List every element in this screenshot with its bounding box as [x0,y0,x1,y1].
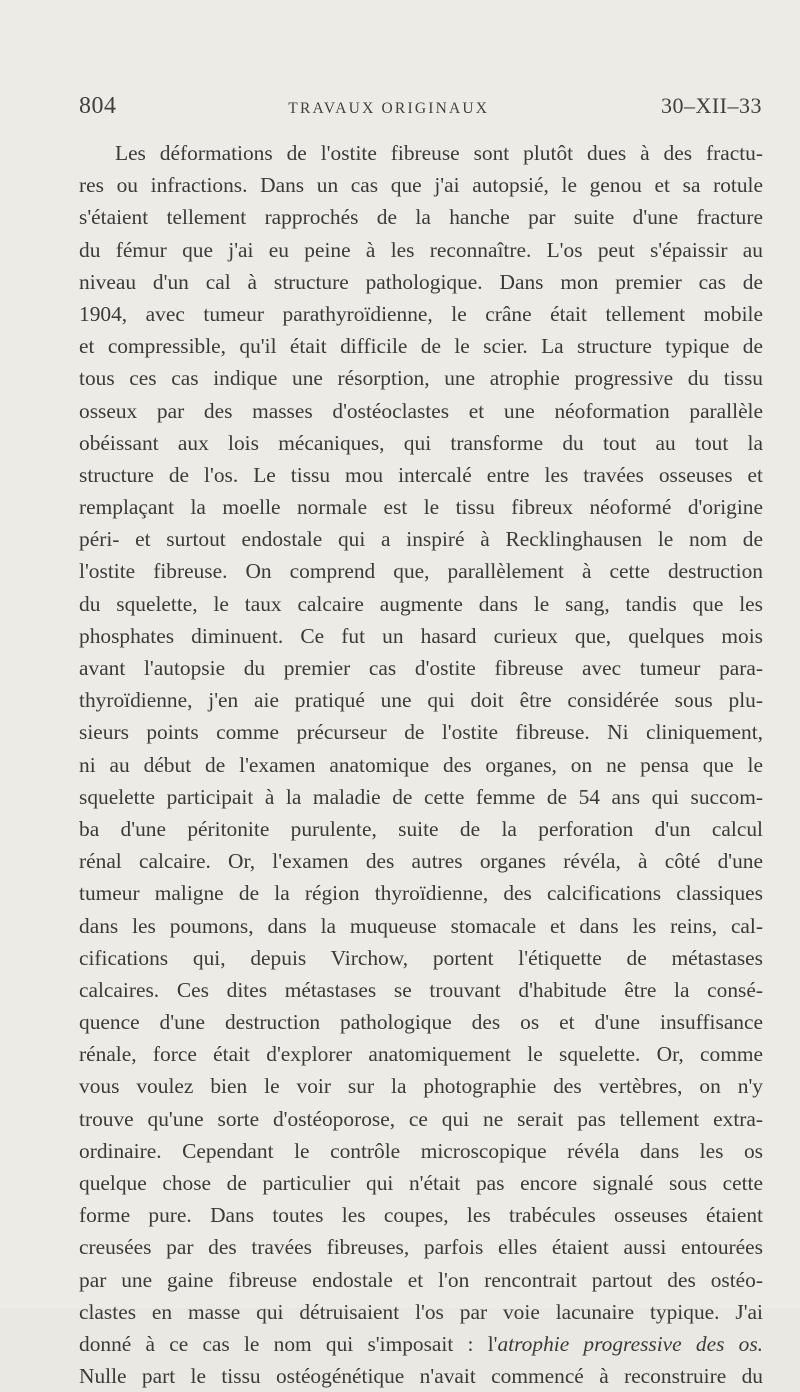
text-line: par une gaine fibreuse endostale et l'on rencontrait partout des ostéo- [79,1267,763,1292]
page-number: 804 [79,93,117,119]
text-line: res ou infractions. Dans un cas que j'ai autopsié, le genou et sa rotule [79,173,763,198]
text-line: sieurs points comme précurseur de l'ostite fibreuse. Ni cliniquement, [79,720,763,745]
text-line: quence d'une destruction pathologique des os et d'une insuffisance [79,1010,763,1035]
text-line: forme pure. Dans toutes les coupes, les trabécules osseuses étaient [79,1203,763,1228]
text-line-with-italic [79,1328,763,1360]
text-line: rénale, force était d'explorer anatomiquement le squelette. Or, comme [79,1042,763,1067]
text-line: ba d'une péritonite purulente, suite de la perforation d'un calcul [79,816,763,841]
text-line: calcaires. Ces dites métastases se trouvant d'habitude être la consé- [79,977,763,1002]
text-line: et compressible, qu'il était difficile de le scier. La structure typique de [79,334,763,359]
text-line: Les déformations de l'ostite fibreuse sont plutôt dues à des fractu- [115,141,763,165]
text-line: squelette participait à la maladie de cette femme de 54 ans qui succom- [79,784,763,809]
text-line: niveau d'un cal à structure pathologique. Dans mon premier cas de [79,269,763,294]
text-line: osseux par des masses d'ostéoclastes et une néoformation parallèle [79,398,763,423]
text-line: clastes en masse qui détruisaient l'os par voie lacunaire typique. J'ai [79,1299,763,1324]
running-header [79,93,762,121]
text-line: remplaçant la moelle normale est le tissu fibreux néoformé d'origine [79,495,763,520]
text-line: avant l'autopsie du premier cas d'ostite fibreuse avec tumeur para- [79,656,763,680]
text-line: l'ostite fibreuse. On comprend que, parallèlement à cette destruction [79,559,763,584]
text-line: thyroïdienne, j'en aie pratiqué une qui doit être considérée sous plu- [79,688,763,713]
text-line: quelque chose de particulier qui n'était pas encore signalé sous cette [79,1171,763,1195]
text-line: Nulle part le tissu ostéogénétique n'avait commencé à reconstruire du [79,1364,763,1389]
text-line: trouve qu'une sorte d'ostéoporose, ce qui ne serait pas tellement extra- [79,1106,763,1131]
text-line: tous ces cas indique une résorption, une atrophie progressive du tissu [79,366,763,391]
text-line: phosphates diminuent. Ce fut un hasard curieux que, quelques mois [79,623,763,648]
text-line: du fémur que j'ai eu peine à les reconnaître. L'os peut s'épaissir au [79,237,763,262]
running-title: TRAVAUX ORIGINAUX [288,100,490,117]
text-line: du squelette, le taux calcaire augmente dans le sang, tandis que les [79,591,763,616]
text-line: cifications qui, depuis Virchow, portent l'étiquette de métastases [79,945,763,970]
body-paragraph [79,137,763,1392]
text-line: structure de l'os. Le tissu mou intercalé entre les travées osseuses et [79,462,763,487]
text-line: ni au début de l'examen anatomique des organes, on ne pensa que le [79,752,763,777]
text-line: dans les poumons, dans la muqueuse stomacale et dans les reins, cal- [79,913,763,938]
text-line: péri- et surtout endostale qui a inspiré à Recklinghausen le nom de [79,527,763,552]
text-line: tumeur maligne de la région thyroïdienne, des calcifications classiques [79,881,763,906]
text-line: vous voulez bien le voir sur la photographie des vertèbres, on n'y [79,1074,763,1099]
italic-term: atrophie progressive des os. [497,1331,763,1356]
text-line: rénal calcaire. Or, l'examen des autres organes révéla, à côté d'une [79,849,763,874]
text-line: s'étaient tellement rapprochés de la hanche par suite d'une fracture [79,205,763,230]
header-date: 30–XII–33 [660,93,762,118]
text-line: obéissant aux lois mécaniques, qui transforme du tout au tout la [79,430,763,455]
text-fragment: donné à ce cas le nom qui s'imposait : l' [79,1331,498,1356]
text-line: creusées par des travées fibreuses, parfois elles étaient aussi entourées [79,1235,763,1260]
text-line: ordinaire. Cependant le contrôle microscopique révéla dans les os [79,1138,763,1163]
text-line: 1904, avec tumeur parathyroïdienne, le crâne était tellement mobile [79,301,763,326]
